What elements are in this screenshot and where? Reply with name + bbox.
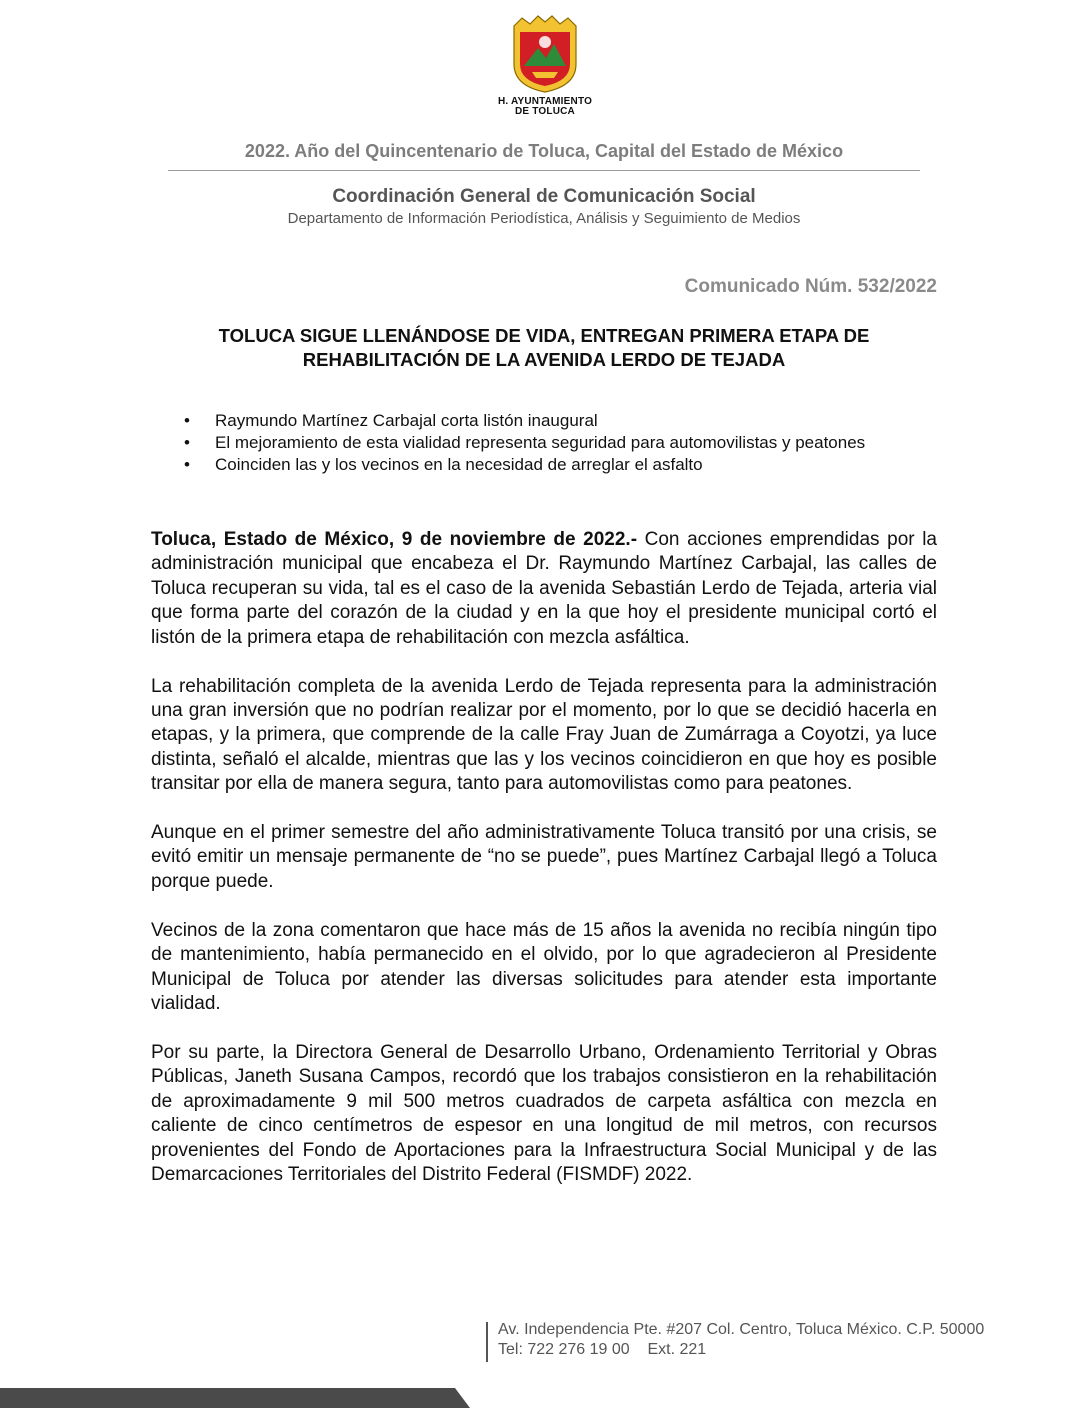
body-paragraph-2: La rehabilitación completa de la avenida Lerdo de Tejada representa para la administración una gran inversión que no podrían realizar por el momento, por lo que se decidió hacerla en etapas, y la primera, que comprende de la calle Fray Juan de Zumárraga a Coyotzi, ya luce distinta, señaló el alcalde, mientras que las y los vecinos coincidieron en que hoy es posible transitar por ella de manera segura, tanto para automovilistas como para peatones. <box>151 675 937 795</box>
bullet-item: • El mejoramiento de esta vialidad representa seguridad para automovilistas y peatones <box>188 432 928 454</box>
bullet-item: • Raymundo Martínez Carbajal corta listón inaugural <box>188 410 928 432</box>
body-paragraph-4: Vecinos de la zona comentaron que hace más de 15 años la avenida no recibía ningún tipo de mantenimiento, había permanecido en el olvido, por lo que agradecieron al Presidente Municipal de Toluca por atender las diversas solicitudes para atender esta importante vialidad. <box>151 919 937 1014</box>
city-logo <box>490 14 600 122</box>
communique-number: Comunicado Núm. 532/2022 <box>684 276 937 297</box>
logo-caption-line2: DE TOLUCA <box>515 106 575 117</box>
coat-of-arms-icon <box>508 14 582 94</box>
body-paragraph-1 <box>151 528 937 650</box>
body-paragraph-5: Por su parte, la Directora General de Desarrollo Urbano, Ordenamiento Territorial y Obras Públicas, Janeth Susana Campos, recordó que los trabajos consistieron en la rehabilitación de aproximadamente 9 mil 500 metros cuadrados de carpeta asfáltica con mezcla en caliente de cinco centímetros de espesor en una longitud de mil metros, con recursos provenientes del Fondo de Aportaciones para la Infraestructura Social Municipal y de las Demarcaciones Territoriales del Distrito Federal (FISMDF) 2022. <box>151 1041 937 1185</box>
header-divider <box>168 170 920 171</box>
dateline: Toluca, Estado de México, 9 de noviembre de 2022.- <box>151 529 638 550</box>
footer-address: Av. Independencia Pte. #207 Col. Centro, Toluca México. C.P. 50000 <box>498 1321 985 1338</box>
summary-bullet-list <box>188 410 928 476</box>
article-body <box>151 528 937 1212</box>
logo-caption-line1: H. AYUNTAMIENTO <box>497 96 593 107</box>
press-release-headline <box>140 324 948 372</box>
bullet-item: • Coinciden las y los vecinos en la necesidad de arreglar el asfalto <box>188 454 928 476</box>
paragraph-1-text: Con acciones emprendidas por la administración municipal que encabeza el Dr. Raymundo Martínez Carbajal, las calles de Toluca recuperan su vida, tal es el caso de la avenida Sebastián Lerdo de Tejada, arteria vial que forma parte del corazón de la ciudad y en la que hoy el presidente municipal cortó el listón de la primera etapa de rehabilitación con mezcla asfáltica. <box>151 529 937 648</box>
coordination-title: Coordinación General de Comunicación Social <box>332 186 756 207</box>
logo-caption <box>490 97 600 117</box>
headline-line1: TOLUCA SIGUE LLENÁNDOSE DE VIDA, ENTREGAN PRIMERA ETAPA DE <box>218 325 870 346</box>
year-motto: 2022. Año del Quincentenario de Toluca, Capital del Estado de México <box>244 141 844 161</box>
body-paragraph-3: Aunque en el primer semestre del año administrativamente Toluca transitó por una crisis, se evitó emitir un mensaje permanente de “no se puede”, pues Martínez Carbajal llegó a Toluca porque puede. <box>151 822 937 892</box>
headline-line2: REHABILITACIÓN DE LA AVENIDA LERDO DE TEJADA <box>302 349 786 370</box>
footer-decorative-strip <box>0 1388 470 1408</box>
footer-phone: Tel: 722 276 19 00 Ext. 221 <box>498 1341 707 1358</box>
footer-divider <box>486 1322 488 1362</box>
footer-contact <box>498 1320 984 1360</box>
department-subtitle: Departamento de Información Periodística, Análisis y Seguimiento de Medios <box>287 210 801 227</box>
